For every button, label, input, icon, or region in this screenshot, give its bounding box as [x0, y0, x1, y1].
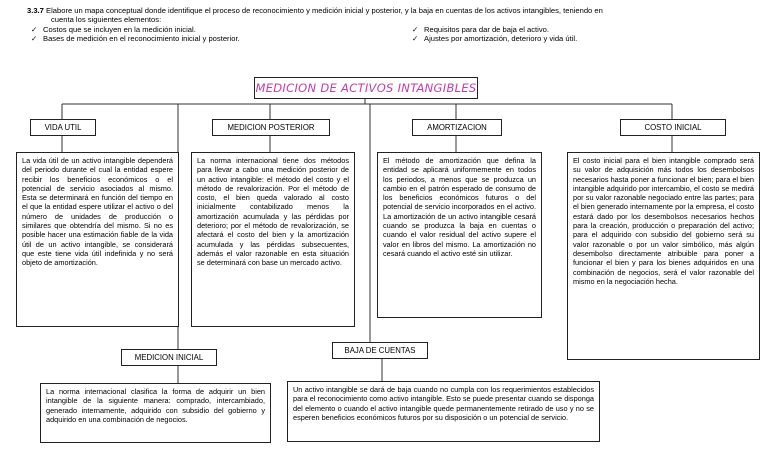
instructions-text-1: Elabore un mapa conceptual donde identifique el proceso de reconocimiento y medición inicial y posterior, y la baja en cuentas de los activos intangibles, teniendo en	[46, 6, 603, 15]
box-amortizacion: El método de amortización que defina la entidad se aplicará uniformemente en todos los periodos, a menos que se produzca un cambio en el patrón esperado de consumo de los beneficios económicos futuros o del potencial de servicio incorporados en el activo. La amortización de un activo intangible cesará cuando se produzca la baja en cuentas o cuando el valor residual del activo supere el valor en libros del mismo. La amortización no cesará cuando el activo esté sin utilizar.	[377, 152, 542, 318]
header-amortizacion: AMORTIZACION	[412, 119, 502, 136]
box-vida-util: La vida útil de un activo intangible dependerá del periodo durante el cual la entidad espere recibir los beneficios económicos o el potencial de servicio asociados al mismo. Esta se determinará en función del tiempo en el que la entidad espere utilizar el activo o del número de unidades de producción o similares que obtendría del mismo. Si no es posible hacer una estimación fiable de la vida útil de un activo intangible, se considerará que este tiene vida útil indefinida y no será objeto de amortización.	[16, 152, 179, 327]
header-medicion-inicial: MEDICION INICIAL	[121, 349, 217, 366]
box-costo-inicial: El costo inicial para el bien intangible comprado será su valor de adquisición más todos los desembolsos necesarios hasta poner a funcionar el bien; para el bien intangible adquirido por intercambio, el costo se medirá por su valor razonable negociado entre las partes; para el bien generado internamente por la empresa, el costo estará dado por los desembolsos necesarios hechos para la creación, producción o preparación del activo; para el adquirido con subsidio del gobierno será su valor razonable o por un valor simbólico, más algún desembolso directamente atribuible para poner a funcionar el bien y para los bienes adquiridos en una combinación de negocios, será el valor razonable del mismo en la negociación hecha.	[567, 152, 760, 360]
header-baja-cuentas: BAJA DE CUENTAS	[332, 342, 428, 359]
header-medicion-posterior: MEDICION POSTERIOR	[212, 119, 330, 136]
checklist-item: ✓ Bases de medición en el reconocimiento inicial y posterior.	[31, 34, 240, 43]
checklist-item: ✓ Costos que se incluyen en la medición inicial.	[31, 25, 240, 34]
header-vida-util: VIDA UTIL	[30, 119, 96, 136]
map-title: MEDICION DE ACTIVOS INTANGIBLES	[254, 77, 478, 99]
box-medicion-inicial: La norma internacional clasifica la forma de adquirir un bien intangible de la siguiente manera: comprado, intercambiado, generado internamente, adquirido con subsidio del gobierno y adquirido en una combinación de negocios.	[40, 383, 271, 443]
checklist-item: ✓ Requisitos para dar de baja el activo.	[412, 25, 577, 34]
exercise-number: 3.3.7	[27, 6, 44, 15]
checklist-item: ✓ Ajustes por amortización, deterioro y vida útil.	[412, 34, 577, 43]
header-costo-inicial: COSTO INICIAL	[620, 119, 726, 136]
box-medicion-posterior: La norma internacional tiene dos métodos para llevar a cabo una medición posterior de un activo intangible: el método del costo y el método de revalorización. Por el método de costo, el bien queda valorado al costo inicialmente contabilizado menos la amortización acumulada y las pérdidas por deterioro; por el método de revalorización, se afectará el costo del bien y la amortización acumulada y las pérdidas subsecuentes, además el valor razonable en esta situación se determinará con base un mercado activo.	[191, 152, 355, 327]
box-baja-cuentas: Un activo intangible se dará de baja cuando no cumpla con los requerimientos establecidos para el reconocimiento como activo intangible. Esto se puede presentar cuando se disponga del elemento o cuando el activo intangible quede permanentemente retirado de uso y no se esperen beneficios económicos futuros por su disposición o un potencial de servicio.	[287, 381, 600, 442]
instructions-line-2: cuenta los siguientes elementos:	[51, 15, 162, 25]
